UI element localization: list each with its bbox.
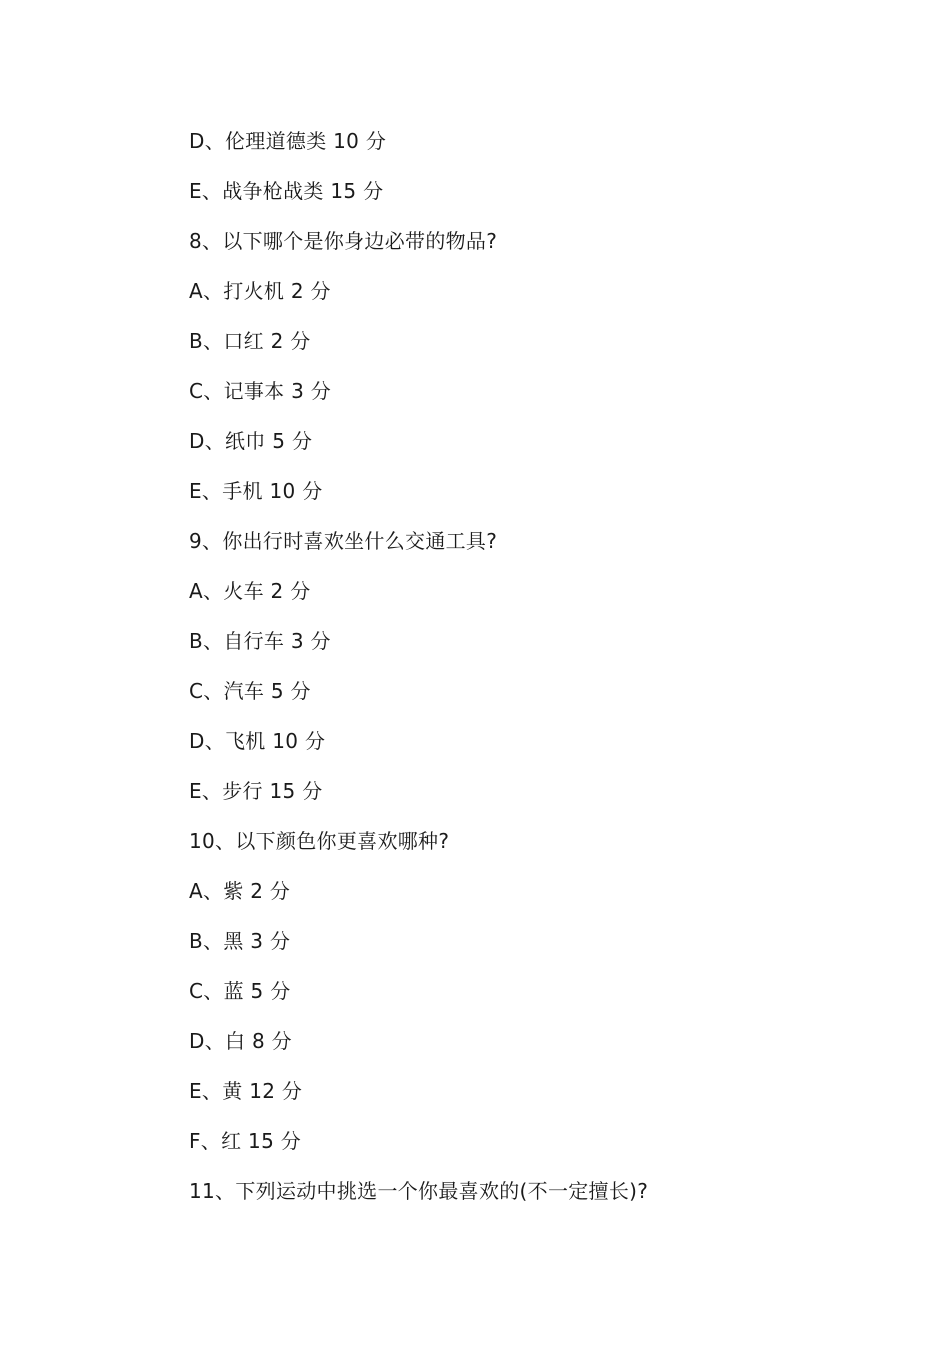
option-line: D、纸巾 5 分: [189, 429, 313, 453]
option-line: D、白 8 分: [189, 1029, 292, 1053]
option-line: A、火车 2 分: [189, 579, 311, 603]
option-line: E、黄 12 分: [189, 1079, 303, 1103]
question-line: 8、以下哪个是你身边必带的物品?: [189, 229, 498, 253]
questionnaire-text: [189, 124, 648, 1224]
option-line: A、紫 2 分: [189, 879, 291, 903]
option-line: B、黑 3 分: [189, 929, 291, 953]
option-line: B、口红 2 分: [189, 329, 311, 353]
option-line: C、蓝 5 分: [189, 979, 291, 1003]
option-line: E、手机 10 分: [189, 479, 323, 503]
question-line: 9、你出行时喜欢坐什么交通工具?: [189, 529, 498, 553]
option-line: E、步行 15 分: [189, 779, 323, 803]
question-line: 11、下列运动中挑选一个你最喜欢的(不一定擅长)?: [189, 1179, 649, 1203]
option-line: C、汽车 5 分: [189, 679, 311, 703]
option-line: F、红 15 分: [189, 1129, 302, 1153]
option-line: C、记事本 3 分: [189, 379, 332, 403]
question-line: 10、以下颜色你更喜欢哪种?: [189, 829, 450, 853]
option-line: D、飞机 10 分: [189, 729, 326, 753]
option-line: B、自行车 3 分: [189, 629, 331, 653]
option-line: E、战争枪战类 15 分: [189, 179, 384, 203]
option-line: D、伦理道德类 10 分: [189, 129, 387, 153]
option-line: A、打火机 2 分: [189, 279, 331, 303]
